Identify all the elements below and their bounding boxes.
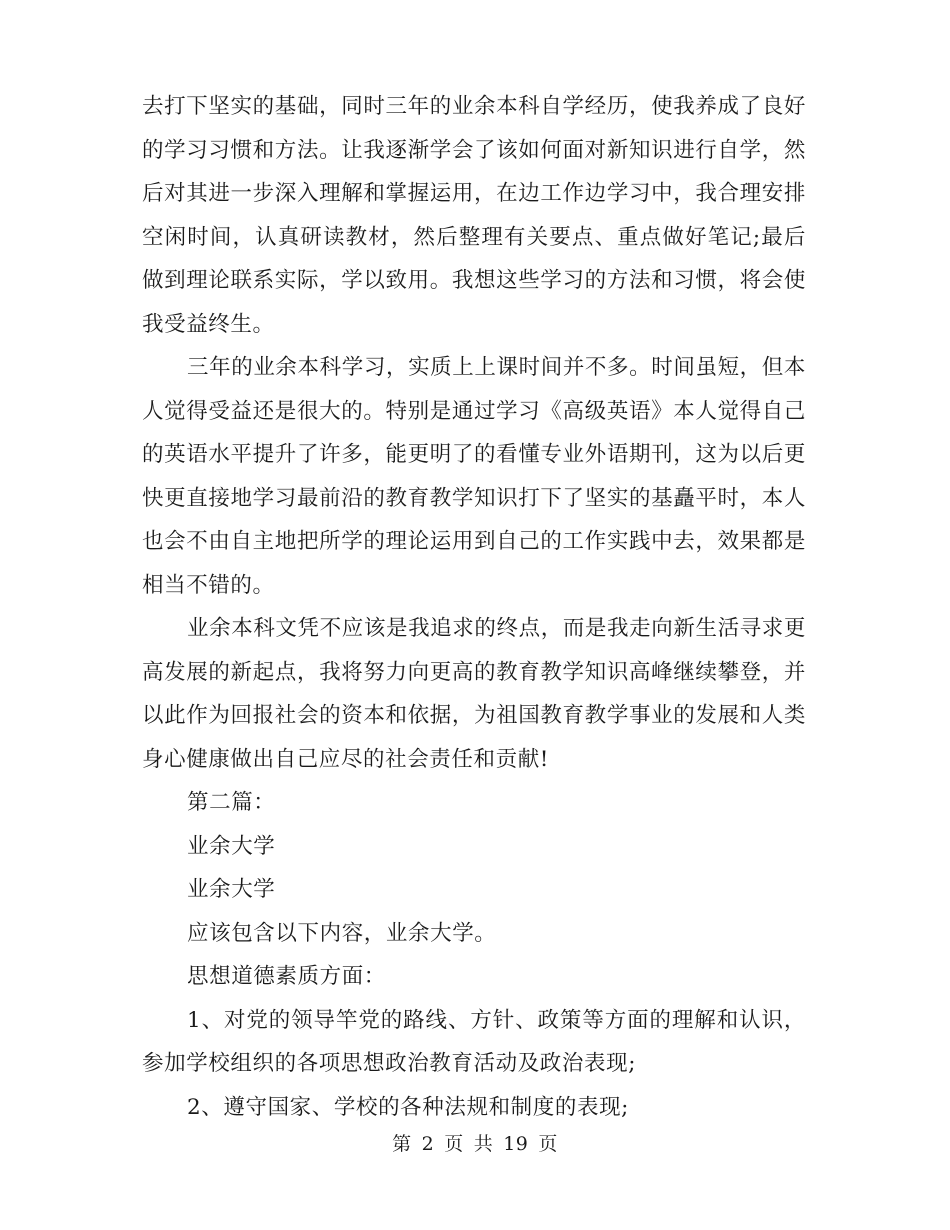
list-item-1: 1、对党的领导竿党的路线、方针、政策等方面的理解和认识，参加学校组织的各项思想政治教育活动及政治表现; [142, 1007, 806, 1076]
paragraph-2: 三年的业余本科学习，实质上上课时间并不多。时间虽短，但本人觉得受益还是很大的。特别是通过学习《高级英语》本人觉得自己的英语水平提升了许多，能更明了的看懂专业外语期刊，这为以后更快更直接地学习最前沿的教育教学知识打下了坚实的基矗平时，本人也会不由自主地把所学的理论运用到自己的工作实践中去，效果都是相当不错的。 [142, 355, 806, 598]
subsection-heading: 思想道德素质方面： [187, 964, 386, 989]
paragraph-3: 业余本科文凭不应该是我追求的终点，而是我走向新生活寻求更高发展的新起点，我将努力向更高的教育教学知识高峰继续攀登，并以此作为回报社会的资本和依据，为祖国教育教学事业的发展和人类身心健康做出自己应尽的社会责任和贡献! [142, 616, 806, 772]
footer-total-word: 共 [473, 1133, 494, 1155]
list-item-2: 2、遵守国家、学校的各种法规和制度的表现; [187, 1094, 630, 1120]
footer-current-page: 2 [421, 1133, 435, 1155]
footer-page-word: 页 [444, 1133, 464, 1155]
document-body [142, 85, 806, 1129]
page-footer [0, 1130, 950, 1158]
section-heading: 第二篇： [187, 790, 276, 815]
intro-line: 应该包含以下内容，业余大学。 [187, 920, 497, 946]
section-title-repeat: 业余大学 [187, 877, 276, 902]
section-title: 业余大学 [187, 833, 276, 859]
footer-prefix: 第 [392, 1133, 412, 1155]
paragraph-1: 去打下坚实的基础，同时三年的业余本科自学经历，使我养成了良好的学习习惯和方法。让我逐渐学会了该如何面对新知识进行自学，然后对其进一步深入理解和掌握运用，在边工作边学习中，我合理安排空闲时间，认真研读教材，然后整理有关要点、重点做好笔记;最后做到理论联系实际，学以致用。我想这些学习的方法和习惯，将会使我受益终生。 [142, 94, 806, 337]
footer-suffix: 页 [538, 1133, 558, 1155]
footer-total-pages: 19 [503, 1133, 529, 1155]
